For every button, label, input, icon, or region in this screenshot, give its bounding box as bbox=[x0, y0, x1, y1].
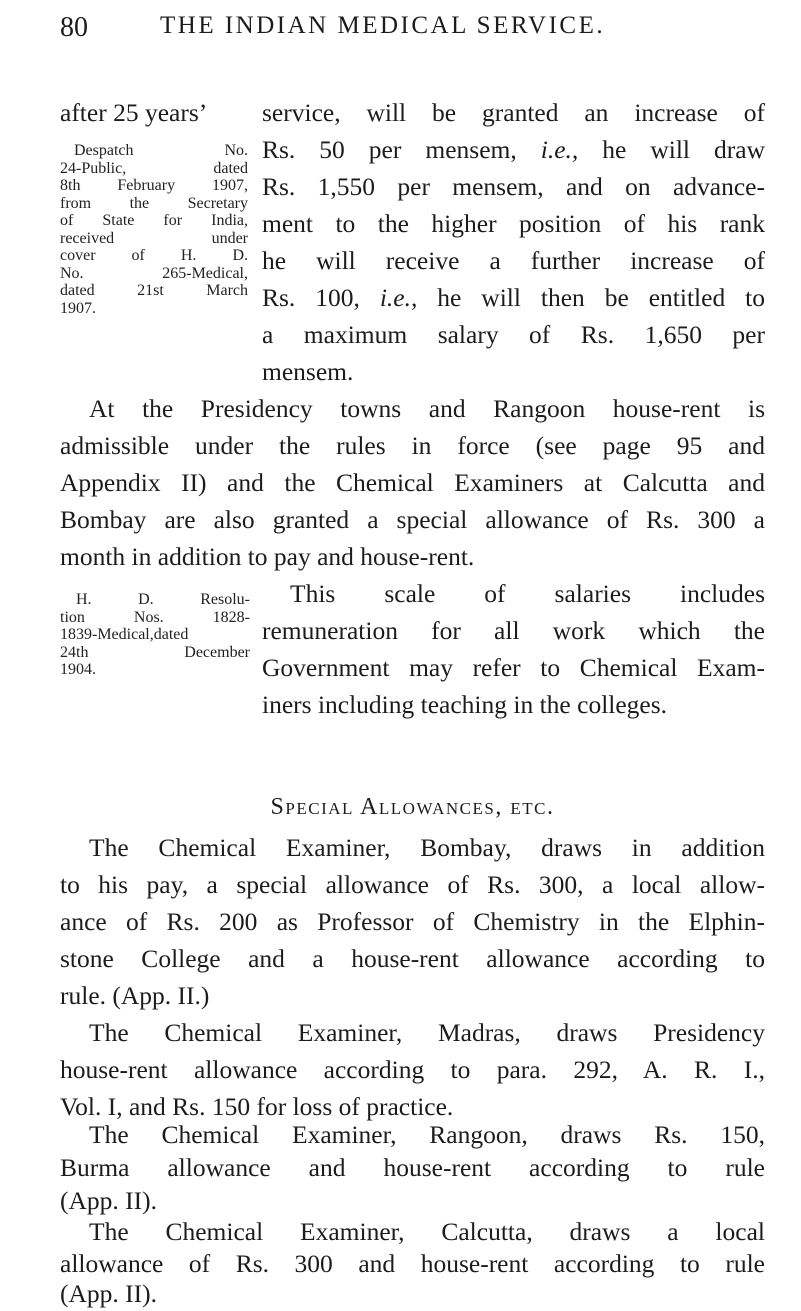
margin-note-line: tion Nos. 1828- bbox=[60, 608, 250, 626]
margin-note-line: dated 21st March bbox=[60, 282, 248, 299]
margin-note-line: 8th February 1907, bbox=[60, 177, 248, 194]
page-number: 80 bbox=[60, 12, 88, 43]
para-madras-line: Vol. I, and Rs. 150 for loss of practice. bbox=[60, 1092, 454, 1121]
para-rangoon-line: (App. II). bbox=[60, 1186, 158, 1215]
para3-line: remuneration for all work which the bbox=[262, 616, 765, 645]
para1-line: Rs. 50 per mensem, i.e., he will draw bbox=[262, 135, 765, 164]
para1-line: Rs. 100, i.e., he will then be entitled to bbox=[262, 283, 765, 312]
para2-line: month in addition to pay and house-rent. bbox=[60, 542, 475, 571]
margin-note-resolution bbox=[60, 591, 250, 679]
margin-note-line: 1907. bbox=[60, 299, 96, 317]
para3-line: This scale of salaries includes bbox=[290, 579, 765, 608]
margin-note-line: No. 265-Medical, bbox=[60, 264, 248, 282]
margin-note-line: cover of H. D. bbox=[60, 247, 248, 264]
running-head: THE INDIAN MEDICAL SERVICE. bbox=[160, 12, 606, 39]
para-madras-line: house-rent allowance according to para. 292, A. R. I., bbox=[60, 1055, 765, 1084]
first-line-right: service, will be granted an increase of bbox=[262, 98, 765, 127]
para-bombay-line: rule. (App. II.) bbox=[60, 981, 210, 1010]
para3-line: iners including teaching in the colleges. bbox=[262, 690, 668, 719]
margin-note-line: 1904. bbox=[60, 661, 96, 678]
para1-line: mensem. bbox=[262, 357, 354, 386]
para-calcutta-line: (App. II). bbox=[60, 1279, 158, 1308]
margin-note-line: of State for India, bbox=[60, 212, 248, 229]
para-bombay-line: ance of Rs. 200 as Professor of Chemistry in the Elphin- bbox=[60, 907, 765, 936]
para-bombay-line: to his pay, a special allowance of Rs. 300, a local allow- bbox=[60, 870, 765, 899]
section-heading: Special Allowances, etc. bbox=[270, 794, 555, 820]
para1-line: he will receive a further increase of bbox=[262, 246, 765, 275]
para-bombay-line: The Chemical Examiner, Bombay, draws in addition bbox=[89, 833, 765, 862]
para-rangoon-line: The Chemical Examiner, Rangoon, draws Rs. 150, bbox=[89, 1120, 765, 1149]
para2-line: Appendix II) and the Chemical Examiners at Calcutta and bbox=[60, 468, 765, 497]
para2-line: admissible under the rules in force (see page 95 and bbox=[60, 431, 765, 460]
para-calcutta-line: The Chemical Examiner, Calcutta, draws a local bbox=[89, 1217, 765, 1246]
margin-note-despatch bbox=[60, 142, 248, 317]
para-bombay-line: stone College and a house-rent allowance according to bbox=[60, 944, 765, 973]
margin-note-line: 24-Public, dated bbox=[60, 159, 248, 177]
margin-note-line: H. D. Resolu- bbox=[76, 591, 250, 608]
margin-note-line: Despatch No. bbox=[74, 142, 248, 159]
para2-line: Bombay are also granted a special allowance of Rs. 300 a bbox=[60, 505, 765, 534]
para2-line: At the Presidency towns and Rangoon house-rent is bbox=[89, 394, 765, 423]
margin-note-line: received under bbox=[60, 229, 248, 247]
first-line-left: after 25 years’ bbox=[60, 98, 208, 127]
para-calcutta-line: allowance of Rs. 300 and house-rent according to rule bbox=[60, 1249, 765, 1278]
para1-line: a maximum salary of Rs. 1,650 per bbox=[262, 320, 765, 349]
page-header bbox=[60, 10, 770, 54]
margin-note-line: 1839-Medical,dated bbox=[60, 626, 189, 643]
para-rangoon-line: Burma allowance and house-rent according to rule bbox=[60, 1153, 765, 1182]
margin-note-line: from the Secretary bbox=[60, 194, 248, 212]
para-madras-line: The Chemical Examiner, Madras, draws Presidency bbox=[89, 1018, 765, 1047]
margin-note-line: 24th December bbox=[60, 643, 250, 661]
para3-line: Government may refer to Chemical Exam- bbox=[262, 653, 765, 682]
para1-line: ment to the higher position of his rank bbox=[262, 209, 765, 238]
para1-line: Rs. 1,550 per mensem, and on advance- bbox=[262, 172, 765, 201]
